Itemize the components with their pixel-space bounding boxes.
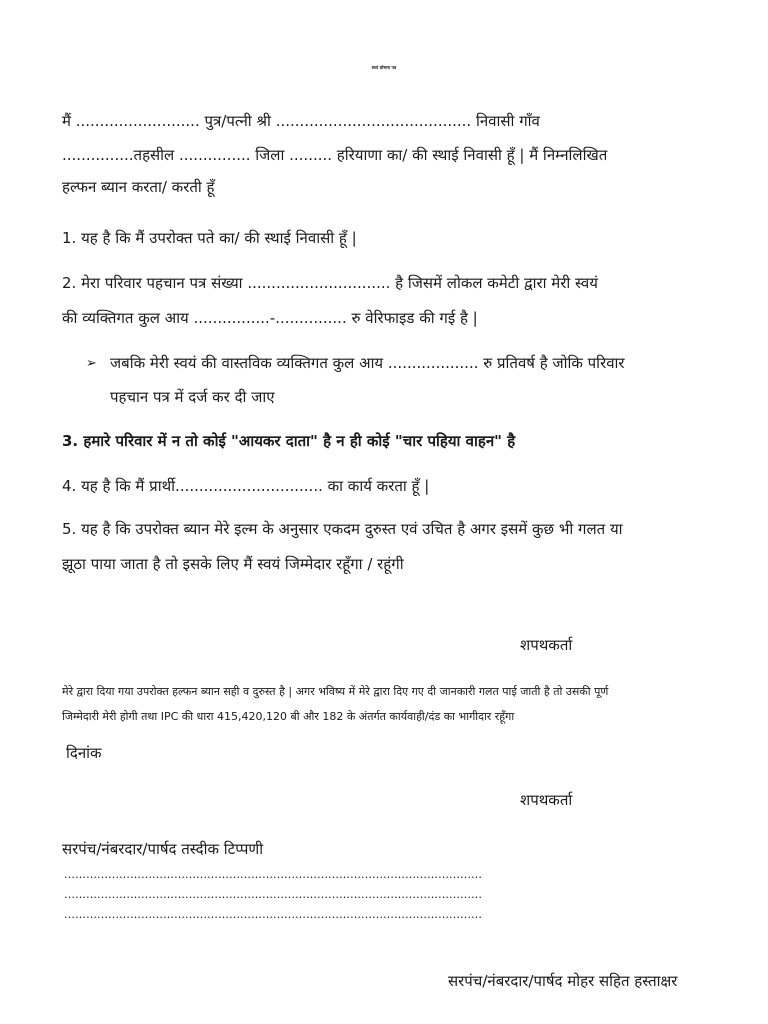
bullet-line-1: जबकि मेरी स्वयं की वास्तविक व्यक्तिगत कुल आय ................... रु प्रतिवर्ष है जोकि परिवार (110, 354, 625, 372)
item-2-line-1: 2. मेरा परिवार पहचान पत्र संख्या .............................. है जिसमें लोकल कमेटी द्वारा मेरी स्वयं (62, 274, 598, 292)
declaration-line-1: मेरे द्वारा दिया गया उपरोक्त हल्फन ब्यान सही व दुरुस्त है | अगर भविष्य में मेरे द्वारा दिए गए दी जानकारी गलत पाई जाती है तो उसकी पूर्ण (62, 685, 609, 698)
item-3: 3. हमारे परिवार में न तो कोई "आयकर दाता" है न ही कोई "चार पहिया वाहन" है (62, 432, 516, 450)
item-5-line-1: 5. यह है कि उपरोक्त ब्यान मेरे इल्म के अनुसार एकदम दुरुस्त एवं उचित है अगर इसमें कुछ भी गलत या (62, 520, 623, 538)
bullet-line-2: पहचान पत्र में दर्ज कर दी जाए (110, 388, 275, 406)
date-label: दिनांक (66, 744, 102, 762)
item-1: 1. यह है कि मैं उपरोक्त पते का/ की स्थाई निवासी हूँ | (62, 229, 357, 247)
verification-dots-1: …………………………………………………………………………………………………… (64, 868, 482, 881)
declaration-line-2: जिम्मेदारी मेरी होगी तथा IPC की धारा 415,420,120 बी और 182 के अंतर्गत कार्यवाही/दंड का भागीदार रहूँगा (62, 710, 515, 723)
arrow-bullet-icon: ➢ (86, 356, 97, 371)
verification-dots-3: …………………………………………………………………………………………………… (64, 908, 482, 921)
item-2-line-2: की व्यक्तिगत कुल आय ................-............... रु वेरिफाइड की गई है | (62, 309, 478, 327)
verification-dots-2: …………………………………………………………………………………………………… (64, 888, 482, 901)
item-5-line-2: झूठा पाया जाता है तो इसके लिए मैं स्वयं जिम्मेदार रहूँगा / रहूंगी (62, 555, 404, 573)
item-4: 4. यह है कि मैं प्रार्थी............................... का कार्य करता हूँ | (62, 477, 430, 495)
signatory-label-1: शपथकर्ता (520, 636, 573, 654)
signatory-label-2: शपथकर्ता (520, 791, 573, 809)
document-title: स्वयं घोषणा पत्र (371, 66, 397, 71)
intro-line-3: हल्फन ब्यान करता/ करती हूँ (62, 178, 215, 196)
seal-signature-label: सरपंच/नंबरदार/पार्षद मोहर सहित हस्ताक्षर (448, 972, 678, 990)
verification-heading: सरपंच/नंबरदार/पार्षद तस्दीक टिप्पणी (62, 840, 264, 858)
intro-line-2: ...............तहसील ............... जिला ......... हरियाणा का/ की स्थाई निवासी हूँ | मैं निम्नलिखित (62, 146, 608, 164)
intro-line-1: मैं .......................... पुत्र/पत्नी श्री ......................................... निवासी गाँव (62, 112, 540, 130)
